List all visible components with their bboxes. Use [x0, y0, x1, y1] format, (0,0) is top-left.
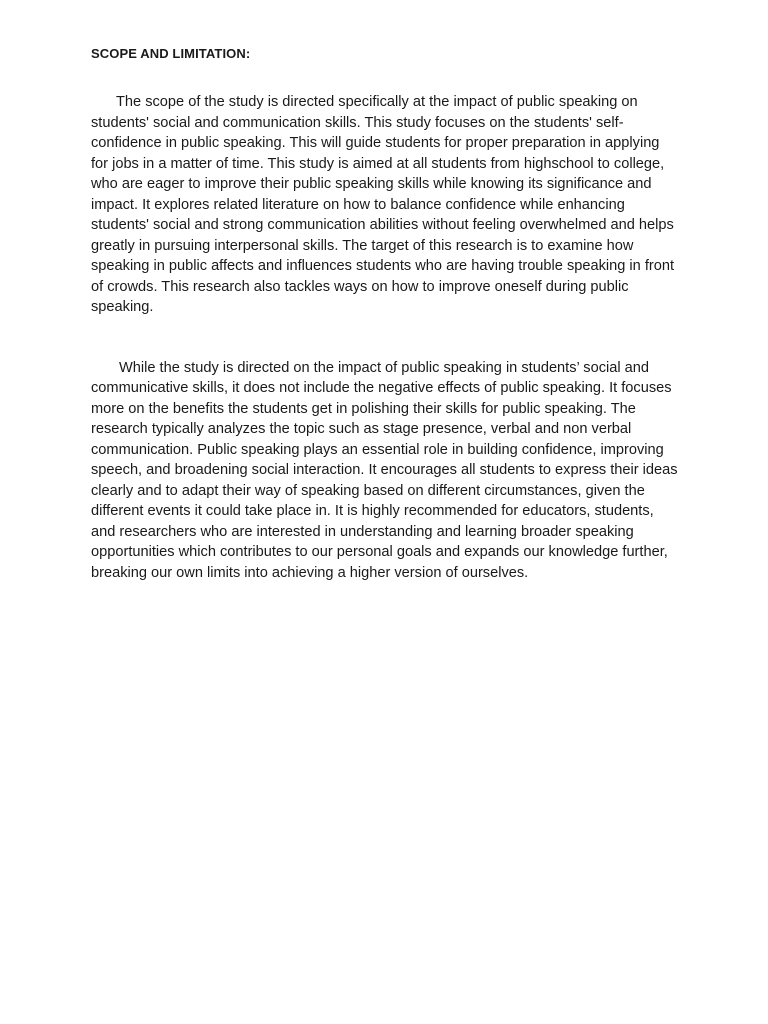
document-body	[91, 44, 679, 583]
paragraph-scope: The scope of the study is directed specifically at the impact of public speaking on students' social and communication skills. This study focuses on the students' self-confidence in public speaking. This will guide students for proper preparation in applying for jobs in a matter of time. This study is aimed at all students from highschool to college, who are eager to improve their public speaking skills while knowing its significance and impact. It explores related literature on how to balance confidence while enhancing students' social and strong communication abilities without feeling overwhelmed and helps greatly in pursuing interpersonal skills. The target of this research is to examine how speaking in public affects and influences students who are having trouble speaking in front of crowds. This research also tackles ways on how to improve oneself during public speaking.	[91, 94, 675, 315]
paragraph-limitation: While the study is directed on the impact of public speaking in students’ social and communicative skills, it does not include the negative effects of public speaking. It focuses more on the benefits the students get in polishing their skills for public speaking. The research typically analyzes the topic such as stage presence, verbal and non verbal communication. Public speaking plays an essential role in building confidence, improving speech, and broadening social interaction. It encourages all students to express their ideas clearly and to adapt their way of speaking based on different circumstances, given the different events it could take place in. It is highly recommended for educators, students, and researchers who are interested in understanding and learning broader speaking opportunities which contributes to our personal goals and expands our knowledge further, breaking our own limits into achieving a higher version of ourselves.	[91, 359, 678, 581]
section-heading: SCOPE AND LIMITATION:	[91, 46, 251, 61]
